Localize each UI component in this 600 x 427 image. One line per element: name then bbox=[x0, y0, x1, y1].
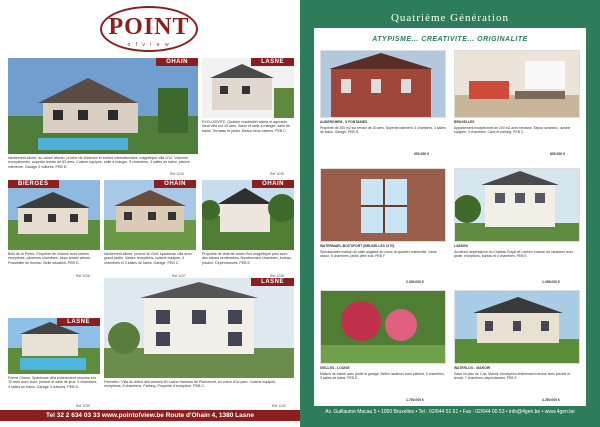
listing-photo-watermael bbox=[320, 168, 446, 242]
logo-subtext: o f v i e w bbox=[127, 42, 171, 48]
listing-title: AUDERGHEM - 5 FONTAINES bbox=[320, 120, 368, 124]
listing-tag: LASNE bbox=[251, 278, 294, 286]
listing-ref: Ref 1238 bbox=[270, 274, 284, 278]
listing-desc: Idealement situee, au calme absolu, proche de Waterloo et ecoles internationales, magnifique villa 2/12. Volumes exceptionnels, superbe terrain de 63 ares. Cuisine equipee, salle a manger, 5 chambres, 3 salles de bains, piscine interieure. Garage 3 voitures. PEB D. bbox=[8, 156, 190, 169]
listing-photo-ohain-3 bbox=[202, 180, 294, 250]
listing-tag: OHAIN bbox=[156, 58, 198, 66]
listing-desc: Maison de maitre avec jardin et garage. Belles hauteurs sous plafond. 6 chambres, 3 salles de bains. PEB D. bbox=[320, 372, 445, 381]
listing-desc: Bois de la Pierre. Propriete de charme avec vastes receptions, plusieurs chambres, beau terrain arbore. Possibilite de bureau. Belle situation. PEB D. bbox=[8, 252, 92, 265]
listing-ref: Ref 1240 bbox=[272, 404, 286, 408]
listing-photo-bierges bbox=[8, 180, 100, 250]
listing-photo-auderghem bbox=[320, 50, 446, 118]
listing-desc: Dans un parc de 1 ha. Manoir d'exception entierement renove avec piscine et tennis. 7 chambres, dependances. PEB E. bbox=[454, 372, 571, 381]
left-footer-contact: Tel 32 2 634 03 33 www.pointofview.be Route d'Ohain 4, 1380 Lasne bbox=[0, 410, 300, 421]
listing-price: 1.750.000 € bbox=[406, 398, 424, 402]
listing-photo-laeken bbox=[454, 168, 580, 242]
listing-price: 1.495.000 € bbox=[542, 280, 560, 284]
point-of-view-logo bbox=[100, 6, 198, 52]
listing-tag: BIERGES bbox=[8, 180, 59, 188]
listing-title: WATERMAEL-BOITSFORT (BRUXELLES 1170) bbox=[320, 244, 395, 248]
listing-tag: OHAIN bbox=[154, 180, 196, 188]
listing-tag: LASNE bbox=[251, 58, 294, 66]
listing-ref: Ref 1234 bbox=[170, 172, 184, 176]
listing-photo-ixelles bbox=[320, 290, 446, 364]
right-page-panel bbox=[314, 28, 586, 406]
listing-desc: Ferme Chiaro. Spacieuse villa entierement renovee sur 15 ares avec vues, piscine et salle de jeux. 5 chambres, 4 salles de bains. Garage 3 voitures. PEB D. bbox=[8, 376, 98, 389]
listing-photo-bruxelles bbox=[454, 50, 580, 118]
listing-desc: Appartement exceptionnel de 200 m2 avec terrasse. Sejour lumineux, cuisine equipee, 3 chambres. Cave et parking. PEB C. bbox=[454, 126, 571, 135]
listing-photo-lasne-1 bbox=[202, 58, 294, 118]
logo-text: POINT bbox=[108, 14, 190, 40]
listing-desc: Ancienne dependance du Chateau Royal de Laeken, maison de caractere avec jardin, receptions, bureau et 4 chambres. PEB E. bbox=[454, 250, 574, 259]
listing-ref: Ref 1237 bbox=[172, 274, 186, 278]
listing-desc: EXCLUSIVITE. Quartier residentiel calme et agreable. Ideal villa sur 15 ares, Salon et salle a manger, salle de bains. Terrasse et jardin. Beaux lieux calmes. PEB C. bbox=[202, 120, 290, 133]
listing-title: IXELLES - LOUISE bbox=[320, 366, 350, 370]
listing-price: 2.300.000 € bbox=[406, 280, 424, 284]
listing-title: LAEKEN bbox=[454, 244, 468, 248]
listing-photo-ohain-2 bbox=[104, 180, 196, 250]
listing-price: 895.000 € bbox=[550, 152, 566, 156]
listing-ref: Ref 1235 bbox=[270, 172, 284, 176]
listing-title: BRUXELLES bbox=[454, 120, 475, 124]
listing-photo-ohain-1 bbox=[8, 58, 198, 154]
right-page-subtitle: ATYPISME... CREATIVITE... ORIGINALITE bbox=[372, 36, 528, 43]
listing-price: 950.000 € bbox=[414, 152, 430, 156]
listing-ref: Ref 1236 bbox=[76, 274, 90, 278]
listing-title: WATERLOO - MANOIR bbox=[454, 366, 491, 370]
listing-desc: Idealement situee, proche du Golf, spacieuse villa avec grand jardin. Vastes receptions, cuisine equipee, 4 chambres et 3 salles de bains. Garage. PEB C. bbox=[104, 252, 192, 265]
listing-photo-lasne-2 bbox=[8, 318, 100, 374]
listing-tag: LASNE bbox=[57, 318, 100, 326]
listing-photo-waterloo bbox=[454, 290, 580, 364]
right-page-title: Quatrième Génération bbox=[390, 12, 510, 24]
listing-price: 4.250.000 € bbox=[542, 398, 560, 402]
listing-ref: Ref 1239 bbox=[76, 404, 90, 408]
right-page bbox=[300, 0, 600, 427]
right-footer-contact: Av. Guillaume Macau 5 • 1050 Bruxelles • Tel : 02/644 51 61 • Fax : 02/644 00 53 • info@4gen.be • www.4gen.be bbox=[325, 409, 575, 415]
listing-photo-lasne-3 bbox=[104, 278, 294, 378]
listing-desc: Fermette / Villa du debut des annees 60 Lasne Hameau de Plancenoit, au coeur d'un parc. Cuisine equipee, receptions, 5 chambres. Parking. Propriete d'exception. PEB C. bbox=[104, 380, 277, 389]
listing-desc: Propriete de 350 m2 sur terrain de 20 ares. Superbe batiment. 6 chambres, 3 salles de bains. Garage. PEB G. bbox=[320, 126, 446, 135]
listing-desc: Spectaculaire maison de style anglaise au coeur du quartier residentiel. Vaste sejour, 5 chambres, jardin plein sud. PEB F. bbox=[320, 250, 437, 259]
listing-tag: OHAIN bbox=[252, 180, 294, 188]
listing-desc: Propriete de charme dotee d'un magnifique parc avec des arbres centenaires. Nombreuses chambres, bureau, piscine. Dependances. PEB E. bbox=[202, 252, 292, 265]
